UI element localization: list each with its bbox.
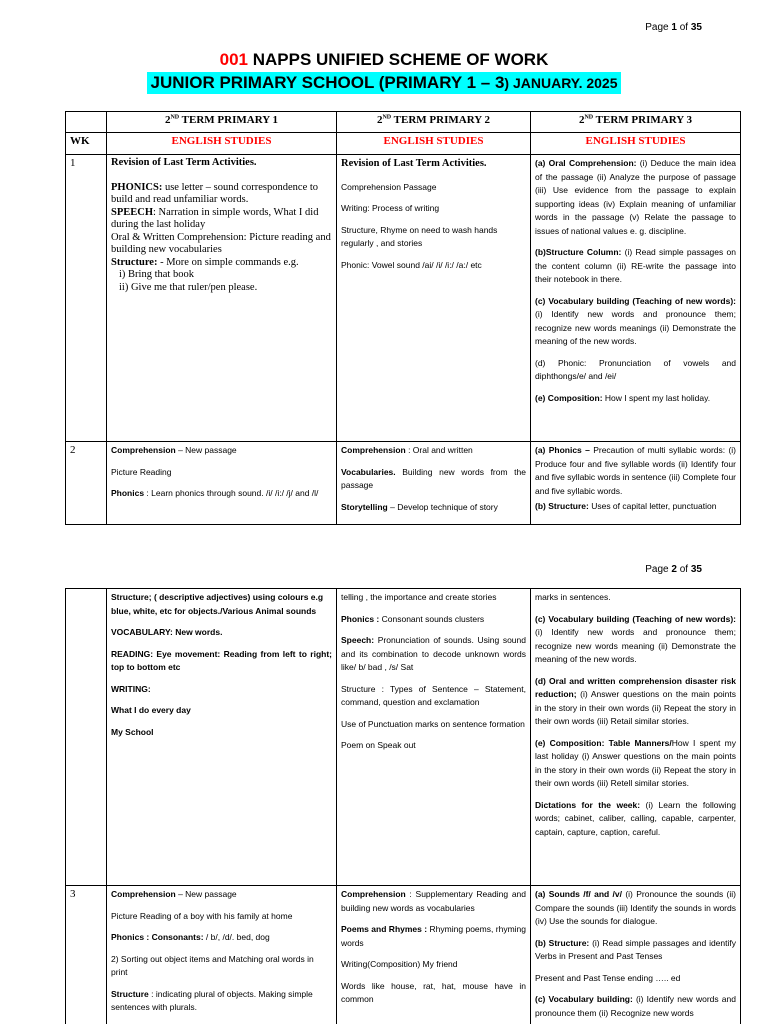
subject-row: [66, 133, 741, 155]
table-row-week-2-continued: [66, 589, 741, 886]
week-3-primary-3: (a) Sounds /f/ and /v/ (i) Pronounce the sounds (ii) Compare the sounds (iii) Identify the sounds in words (iv) Use the sounds for dialogue. (b) Structure: (i) Read simple passages and identify Verbs in Present and Past Tenses Present and Past Tense ending ….. ed (c) Vocabulary building: (i) Identify new words and pronounce them (ii) Recognize new words: [531, 886, 741, 1024]
week-3-primary-2: Comprehension : Supplementary Reading and building new words as vocabularies Poems and Rhymes : Rhyming poems, rhyming words Writing(Composition) My friend Words like house, rat, hat, mouse have in common: [337, 886, 531, 1024]
week-number: 1: [66, 155, 107, 442]
list-item: i) Bring that book: [119, 269, 194, 280]
page-number: Page 1 of 35: [645, 22, 702, 33]
week-1-primary-1: Revision of Last Term Activities. PHONICS: use letter – sound correspondence to build and read unfamiliar words. SPEECH: Narration in simple words, What I did during the last holiday Oral & Written Comprehension: Picture reading and building new vocabularies Structure: - More on simple commands e.g. i) Bring that book ii) Give me that ruler/pen please.: [107, 155, 337, 442]
page-number: Page 2 of 35: [645, 564, 702, 575]
subject-label: ENGLISH STUDIES: [107, 133, 337, 155]
wk-header: WK: [66, 133, 107, 155]
table-row-week-3: [66, 886, 741, 1024]
week-number: 3: [66, 886, 107, 1024]
col-header-primary-3: 2ND TERM PRIMARY 3: [531, 112, 741, 133]
week-2-primary-2-continued: telling , the importance and create stories Phonics : Consonant sounds clusters Speech: Pronunciation of sounds. Using sound and its combination to decode unknown words like/ b/ bad , /s/ Sat Structure : Types of Sentence – Statement, command, question and exclamation Use of Punctuation marks on sentence formation Poem on Speak out: [337, 589, 531, 886]
week-2-primary-3: (a) Phonics – Precaution of multi syllabic words: (i) Produce four and five syllable words (ii) Identify four and five syllabic words in sentence (iii) Complete four and five syllabic words. (b) Structure: Uses of capital letter, punctuation: [531, 442, 741, 525]
week-2-primary-2: Comprehension : Oral and written Vocabularies. Building new words from the passage Storytelling – Develop technique of story: [337, 442, 531, 525]
scheme-table: [65, 111, 741, 525]
col-header-primary-2: 2ND TERM PRIMARY 2: [337, 112, 531, 133]
document-title: 001 NAPPS UNIFIED SCHEME OF WORK: [219, 50, 549, 69]
table-row-week-1: [66, 155, 741, 442]
week-2-primary-1-continued: Structure; ( descriptive adjectives) using colours e.g blue, white, etc for objects./Various Animal sounds VOCABULARY: New words. READING: Eye movement: Reading from left to right; top to bottom etc WRITING: What I do every day My School: [107, 589, 337, 886]
col-header-primary-1: 2ND TERM PRIMARY 1: [107, 112, 337, 133]
week-2-primary-1: Comprehension – New passage Picture Reading Phonics : Learn phonics through sound. /i/ /i:/ /j/ and /l/: [107, 442, 337, 525]
document-page-2: [0, 552, 768, 1024]
document-number: 001: [219, 50, 248, 69]
subject-label: ENGLISH STUDIES: [531, 133, 741, 155]
scheme-table-continued: [65, 588, 741, 1024]
week-2-primary-3-continued: marks in sentences. (c) Vocabulary building (Teaching of new words): (i) Identify new words and pronounce them; recognize new words meaning (ii) Demonstrate the meaning of the new words. (d) Oral and written comprehension disaster risk reduction; (i) Answer questions on the main points in the story in their own words (ii) Repeat the story in their own words (iii) Retail similar stories. (e) Composition: Table Manners/How I spent my last holiday (i) Answer questions on the main points in the story in their own words (ii) Repeat the story in their own words (iii) Retell similar stories. Dictations for the week: (i) Learn the following words; cabinet, caliber, calling, capable, carpenter, captain, capture, caption, careful.: [531, 589, 741, 886]
list-item: ii) Give me that ruler/pen please.: [119, 281, 258, 293]
week-number: 2: [66, 442, 107, 525]
document-subtitle: JUNIOR PRIMARY SCHOOL (PRIMARY 1 – 3) JANUARY. 2025: [147, 72, 620, 94]
week-1-primary-2: Revision of Last Term Activities. Comprehension Passage Writing: Process of writing Structure, Rhyme on need to wash hands regularly , and stories Phonic: Vowel sound /ai/ /i/ /i:/ /a:/ etc: [337, 155, 531, 442]
week-1-primary-3: (a) Oral Comprehension: (i) Deduce the main idea of the passage (ii) Analyze the purpose of passage (iii) Use evidence from the passage to explain supporting ideas (iv) Explain meaning of unfamiliar words in the passage (v) Relate the passage to issues of national values e. g. discipline. (b)Structure Column: (i) Read simple passages on the content column (ii) RE-write the passage into their notebook in there. (c) Vocabulary building (Teaching of new words):(i) Identify new words and pronounce them; recognize new words meanings (ii) Demonstrate the meaning of the new words. (d) Phonic: Pronunciation of vowels and diphthongs/e/ and /ei/ (e) Composition: How I spent my last holiday.: [531, 155, 741, 442]
table-header-row: [66, 112, 741, 133]
table-row-week-2: [66, 442, 741, 525]
subject-label: ENGLISH STUDIES: [337, 133, 531, 155]
week-3-primary-1: Comprehension – New passage Picture Reading of a boy with his family at home Phonics : Consonants: / b/, /d/. bed, dog 2) Sorting out object items and Matching oral words in print Structure : indicating plural of objects. Making simple sentences with plurals.: [107, 886, 337, 1024]
